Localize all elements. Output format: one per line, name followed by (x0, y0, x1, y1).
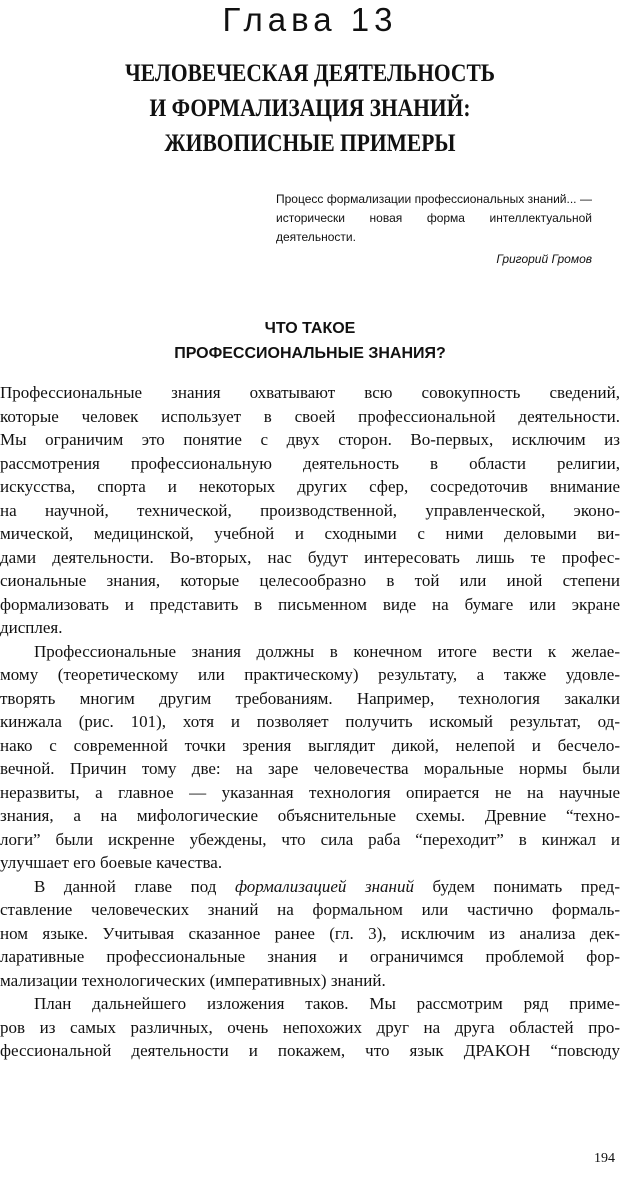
body-line: ларативные профессиональные знания и ограничимся проблемой фор- (0, 947, 620, 966)
body-line: знания, а на мифологические объяснительные схемы. Древние “техно- (0, 806, 620, 825)
body-text (0, 381, 620, 1063)
epigraph-text: Процесс формализации профессиональных знаний... — исторически новая форма интеллектуальной деятельности. (276, 192, 592, 244)
body-line: кинжала (рис. 101), хотя и позволяет получить искомый результат, од- (0, 712, 620, 731)
body-line: мической, медицинской, учебной и сходными с ними деловыми ви- (0, 524, 620, 543)
body-line: на научной, технической, производственной, управленческой, эконо- (0, 500, 620, 520)
body-line-post: будем понимать пред- (413, 876, 620, 896)
body-line: логи” были искренне убеждены, что сила раба “переходит” в кинжал и (0, 829, 620, 849)
body-line: фессиональной деятельности и покажем, что язык ДРАКОН “повсюду (0, 1041, 620, 1060)
body-line: формализовать и представить в письменном виде на бумаге или экране (0, 594, 620, 614)
body-line: мому (теоретическому или практическому) результату, а также удовле- (0, 665, 620, 684)
body-line: ном языке. Учитывая сказанное ранее (гл. 3), исключим из анализа дек- (0, 923, 620, 943)
section-title-line: ЧТО ТАКОЕ (264, 320, 356, 337)
body-line: ров из самых различных, очень непохожих друг на друга областей про- (0, 1017, 620, 1037)
body-line: сиональные знания, которые целесообразно в той или иной степени (0, 571, 620, 590)
body-line: Профессиональные знания охватывают всю совокупность сведений, (0, 383, 620, 402)
epigraph (276, 190, 592, 268)
page-number: 194 (594, 1151, 615, 1166)
chapter-label: Глава 13 (222, 1, 398, 38)
chapter-title-line: ЖИВОПИСНЫЕ ПРИМЕРЫ (164, 130, 456, 157)
section-title-line: ПРОФЕССИОНАЛЬНЫЕ ЗНАНИЯ? (174, 345, 446, 362)
body-line: рассмотрения профессиональную деятельность в области религии, (0, 453, 620, 473)
section-title (0, 316, 620, 366)
body-line: творять многим другим требованиям. Например, технология закалки (0, 688, 620, 708)
epigraph-author: Григорий Громов (496, 252, 592, 266)
body-line: Профессиональные знания должны в конечном итоге вести к желае- (34, 641, 620, 661)
body-line: улучшает его боевые качества. (0, 853, 223, 872)
emphasis-term: формализацией знаний (234, 876, 414, 896)
body-line: вечной. Причин тому две: на заре человечества моральные нормы были (0, 759, 620, 778)
body-line-pre: В данной главе под (34, 876, 235, 896)
body-line: нако с современной точки зрения выглядит дикой, нелепой и бесчело- (0, 735, 620, 755)
body-line: дисплея. (0, 618, 63, 637)
chapter-title-line: ЧЕЛОВЕЧЕСКАЯ ДЕЯТЕЛЬНОСТЬ (124, 60, 496, 87)
body-line: дами деятельности. Во-вторых, нас будут интересовать лишь те профес- (0, 547, 620, 567)
body-line: ставление человеческих знаний на формальном или частично формаль- (0, 900, 620, 919)
body-line: искусства, спорта и некоторых других сфер, сосредоточив внимание (0, 477, 620, 496)
body-line: которые человек использует в своей профессиональной деятельности. (0, 406, 620, 426)
body-line: неразвиты, а главное — указанная технология опирается не на научные (0, 782, 620, 802)
body-line: мализации технологических (императивных) знаний. (0, 970, 386, 990)
body-line-emphasis (0, 875, 620, 899)
chapter-title (43, 56, 576, 161)
chapter-title-line: И ФОРМАЛИЗАЦИЯ ЗНАНИЙ: (149, 95, 471, 122)
body-line: Мы ограничим это понятие с двух сторон. Во-первых, исключим из (0, 430, 620, 449)
body-line: План дальнейшего изложения таков. Мы рассмотрим ряд приме- (34, 994, 620, 1013)
